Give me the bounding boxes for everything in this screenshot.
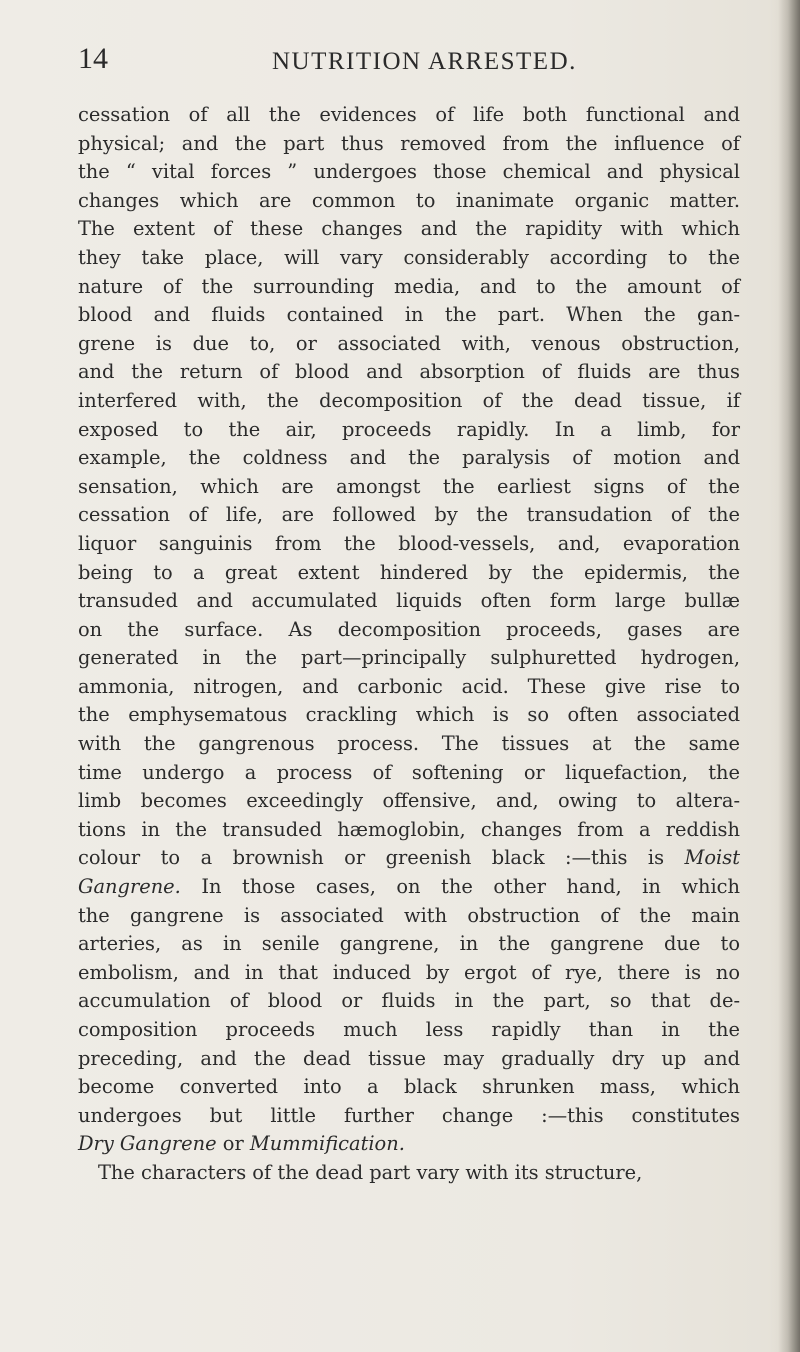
page-edge-shadow <box>778 0 800 1352</box>
text-line-moist <box>78 844 740 873</box>
moist-gangrene-term: Moist <box>684 846 740 870</box>
text-line: time undergo a process of softening or liquefaction, the <box>78 760 740 784</box>
text-line: composition proceeds much less rapidly than in the <box>78 1018 740 1041</box>
text-line-gangrene <box>78 873 740 902</box>
text-line: being to a great extent hindered by the epidermis, the <box>78 560 740 584</box>
text-line: arteries, as in senile gangrene, in the gangrene due to <box>78 932 740 956</box>
text-segment: colour to a brownish or greenish black :—this is <box>78 846 685 870</box>
text-line: example, the coldness and the paralysis of motion and <box>78 446 740 470</box>
text-line: they take place, will vary considerably according to the <box>78 245 740 269</box>
text-line: embolism, and in that induced by ergot of rye, there is no <box>78 960 740 984</box>
text-line: sensation, which are amongst the earliest signs of the <box>78 474 740 498</box>
text-line: limb becomes exceedingly offensive, and, owing to altera- <box>78 789 740 813</box>
text-line: nature of the surrounding media, and to the amount of <box>78 274 740 298</box>
page-number: 14 <box>78 42 108 75</box>
text-line: become converted into a black shrunken mass, which <box>78 1075 740 1099</box>
text-line: cessation of life, are followed by the transudation of the <box>78 503 740 527</box>
page-header <box>0 42 800 92</box>
text-segment: or <box>216 1132 250 1156</box>
text-line: interfered with, the decomposition of the dead tissue, if <box>78 388 740 412</box>
text-line: The characters of the dead part vary with its structure, <box>98 1160 643 1184</box>
text-line: The extent of these changes and the rapidity with which <box>78 217 740 241</box>
text-line: ammonia, nitrogen, and carbonic acid. These give rise to <box>78 674 740 698</box>
text-line: on the surface. As decomposition proceeds, gases are <box>78 617 740 641</box>
text-line: with the gangrenous process. The tissues at the same <box>78 732 740 756</box>
text-line: transuded and accumulated liquids often form large bullæ <box>78 589 740 613</box>
dry-gangrene-term: Dry Gangrene <box>78 1132 217 1156</box>
text-line: undergoes but little further change :—this constitutes <box>78 1103 740 1127</box>
text-line: the “ vital forces ” undergoes those chemical and physical <box>78 160 740 184</box>
text-line: the gangrene is associated with obstruction of the main <box>78 903 740 927</box>
text-line: the emphysematous crackling which is so often associated <box>78 703 740 727</box>
text-line: grene is due to, or associated with, venous obstruction, <box>78 331 740 355</box>
text-line: and the return of blood and absorption of fluids are thus <box>78 360 740 384</box>
text-line: preceding, and the dead tissue may gradually dry up and <box>78 1046 740 1070</box>
text-line: exposed to the air, proceeds rapidly. In a limb, for <box>78 417 740 441</box>
text-line: accumulation of blood or fluids in the part, so that de- <box>78 989 740 1013</box>
body-text <box>78 101 740 1188</box>
gangrene-term: Gangrene. <box>78 875 181 899</box>
text-segment: In those cases, on the other hand, in which <box>180 875 740 899</box>
text-line: blood and fluids contained in the part. When the gan- <box>78 303 740 327</box>
text-line: liquor sanguinis from the blood-vessels, and, evaporation <box>78 531 740 555</box>
text-line: generated in the part—principally sulphuretted hydrogen, <box>78 646 740 670</box>
mummification-term: Mummification. <box>249 1132 405 1156</box>
text-line-dry-gangrene <box>78 1130 740 1159</box>
text-line: cessation of all the evidences of life both functional and <box>78 103 740 126</box>
running-head: NUTRITION ARRESTED. <box>272 48 577 75</box>
text-line: tions in the transuded hæmoglobin, changes from a reddish <box>78 817 740 841</box>
text-line: physical; and the part thus removed from the influence of <box>78 131 740 155</box>
text-line: changes which are common to inanimate organic matter. <box>78 188 740 212</box>
